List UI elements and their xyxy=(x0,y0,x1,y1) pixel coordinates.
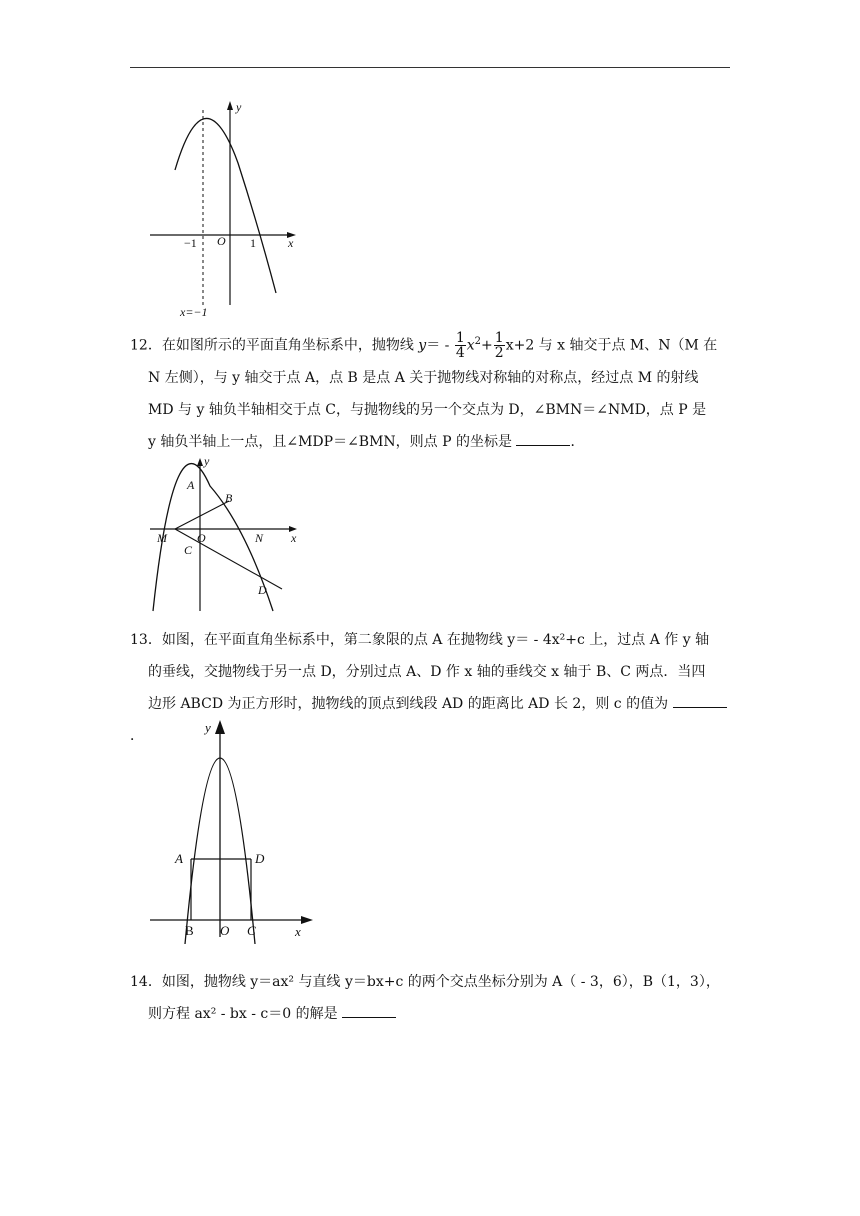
answer-blank[interactable] xyxy=(673,693,727,708)
question-14 xyxy=(130,966,734,1030)
symmetry-axis-label: x=−1 xyxy=(180,305,208,319)
question-number: 12． xyxy=(130,337,162,354)
label-y: y xyxy=(205,720,211,735)
ray-md xyxy=(175,529,282,589)
question-line-1: 如图，在平面直角坐标系中，第二象限的点 A 在抛物线 y＝ - 4x²+c 上，过点 A 作 y 轴 xyxy=(161,632,710,648)
plus-sign: + xyxy=(481,337,493,354)
question-line-3: 边形 ABCD 为正方形时，抛物线的顶点到线段 AD 的距离比 AD 长 2，则 c 的值为 xyxy=(148,696,673,712)
y-axis-label: y xyxy=(236,100,242,114)
x-axis-label: x xyxy=(288,236,294,250)
label-b: B xyxy=(185,923,194,938)
question-line-2: 则方程 ax² - bx - c＝0 的解是 xyxy=(148,1006,343,1022)
question-13: 13．如图，在平面直角坐标系中，第二象限的点 A 在抛物线 y＝ - 4x²+c 上，过点 A 作 y 轴 的垂线，交抛物线于另一点 D，分别过点 A、D 作 x 轴的垂线交 x 轴于 B、C 两点．当四 边形 ABCD 为正方形时，抛物线的顶点到线段 AD 的距离比 AD 长 2，则 c 的值为 ． xyxy=(130,624,734,752)
question-text-cont: x+2 与 x 轴交于点 M、N（M 在 xyxy=(505,337,718,354)
question-line-4: y 轴负半轴上一点，且∠MDP＝∠BMN，则点 P 的坐标是 xyxy=(148,433,517,450)
fraction-1-4: $\frac{1}{4}$ xyxy=(455,330,465,362)
figure-q12 xyxy=(145,456,305,616)
question-line-1: 如图，抛物线 y＝ax² 与直线 y＝bx+c 的两个交点坐标分别为 A（ - 3，6），B（1，3）， xyxy=(161,974,720,990)
label-a: A xyxy=(175,851,183,866)
var-x: x xyxy=(466,337,475,354)
figure-q13 xyxy=(145,712,320,944)
var-y: y xyxy=(418,337,427,354)
label-o: O xyxy=(197,531,206,545)
label-a: A xyxy=(187,478,195,492)
y-axis-arrow xyxy=(215,720,225,734)
label-b: B xyxy=(225,491,233,505)
y-axis-arrow xyxy=(197,458,203,466)
figure-q11 xyxy=(140,95,310,325)
label-o: O xyxy=(220,923,230,938)
label-x: x xyxy=(295,924,301,939)
label-x: x xyxy=(291,531,297,545)
fraction-1-2: $\frac{1}{2}$ xyxy=(494,330,504,362)
label-c: C xyxy=(184,543,193,557)
label-d: D xyxy=(255,851,265,866)
x-axis-arrow xyxy=(301,916,313,924)
segment-mb xyxy=(175,501,229,529)
question-12: 12．在如图所示的平面直角坐标系中，抛物线 y＝ - $\frac{1}{4}$ $x^2+$ $\frac{1}{2}$ x+2 与 x 轴交于点 M、N（M 在 N 左侧），与 y 轴交于点 A，点 B 是点 A 关于抛物线对称轴的对称点，经过点 M 的射线 MD 与 y 轴负半轴相交于点 C，与抛物线的另一个交点为 D，∠BMN＝∠NMD，点 P 是 y 轴负半轴上一点，且∠MDP＝∠BMN，则点 P 的坐标是 ． xyxy=(130,330,718,450)
label-y: y xyxy=(204,454,210,468)
tick-neg1-label: −1 xyxy=(184,236,197,250)
header-rule xyxy=(130,67,730,68)
label-n: N xyxy=(255,531,264,545)
question-line-2: N 左侧），与 y 轴交于点 A，点 B 是点 A 关于抛物线对称轴的对称点，经过点 M 的射线 xyxy=(148,369,699,386)
parabola-curve xyxy=(175,118,276,293)
label-d: D xyxy=(258,583,267,597)
origin-label: O xyxy=(217,234,226,248)
answer-blank[interactable] xyxy=(342,1003,396,1018)
equals-minus: ＝ - xyxy=(426,337,454,354)
tick-1-label: 1 xyxy=(250,236,256,250)
question-number: 13． xyxy=(130,632,162,648)
exponent: 2 xyxy=(474,336,482,347)
y-axis-arrow xyxy=(227,101,233,110)
question-text: 在如图所示的平面直角坐标系中，抛物线 xyxy=(161,337,419,354)
answer-blank[interactable] xyxy=(516,431,570,446)
label-c: C xyxy=(247,923,256,938)
question-line-3: MD 与 y 轴负半轴相交于点 C，与抛物线的另一个交点为 D，∠BMN＝∠NMD，点 P 是 xyxy=(148,401,707,418)
question-line-2: 的垂线，交抛物线于另一点 D，分别过点 A、D 作 x 轴的垂线交 x 轴于 B、C 两点．当四 xyxy=(148,664,706,680)
question-number: 14． xyxy=(130,974,162,990)
label-m: M xyxy=(157,531,167,545)
